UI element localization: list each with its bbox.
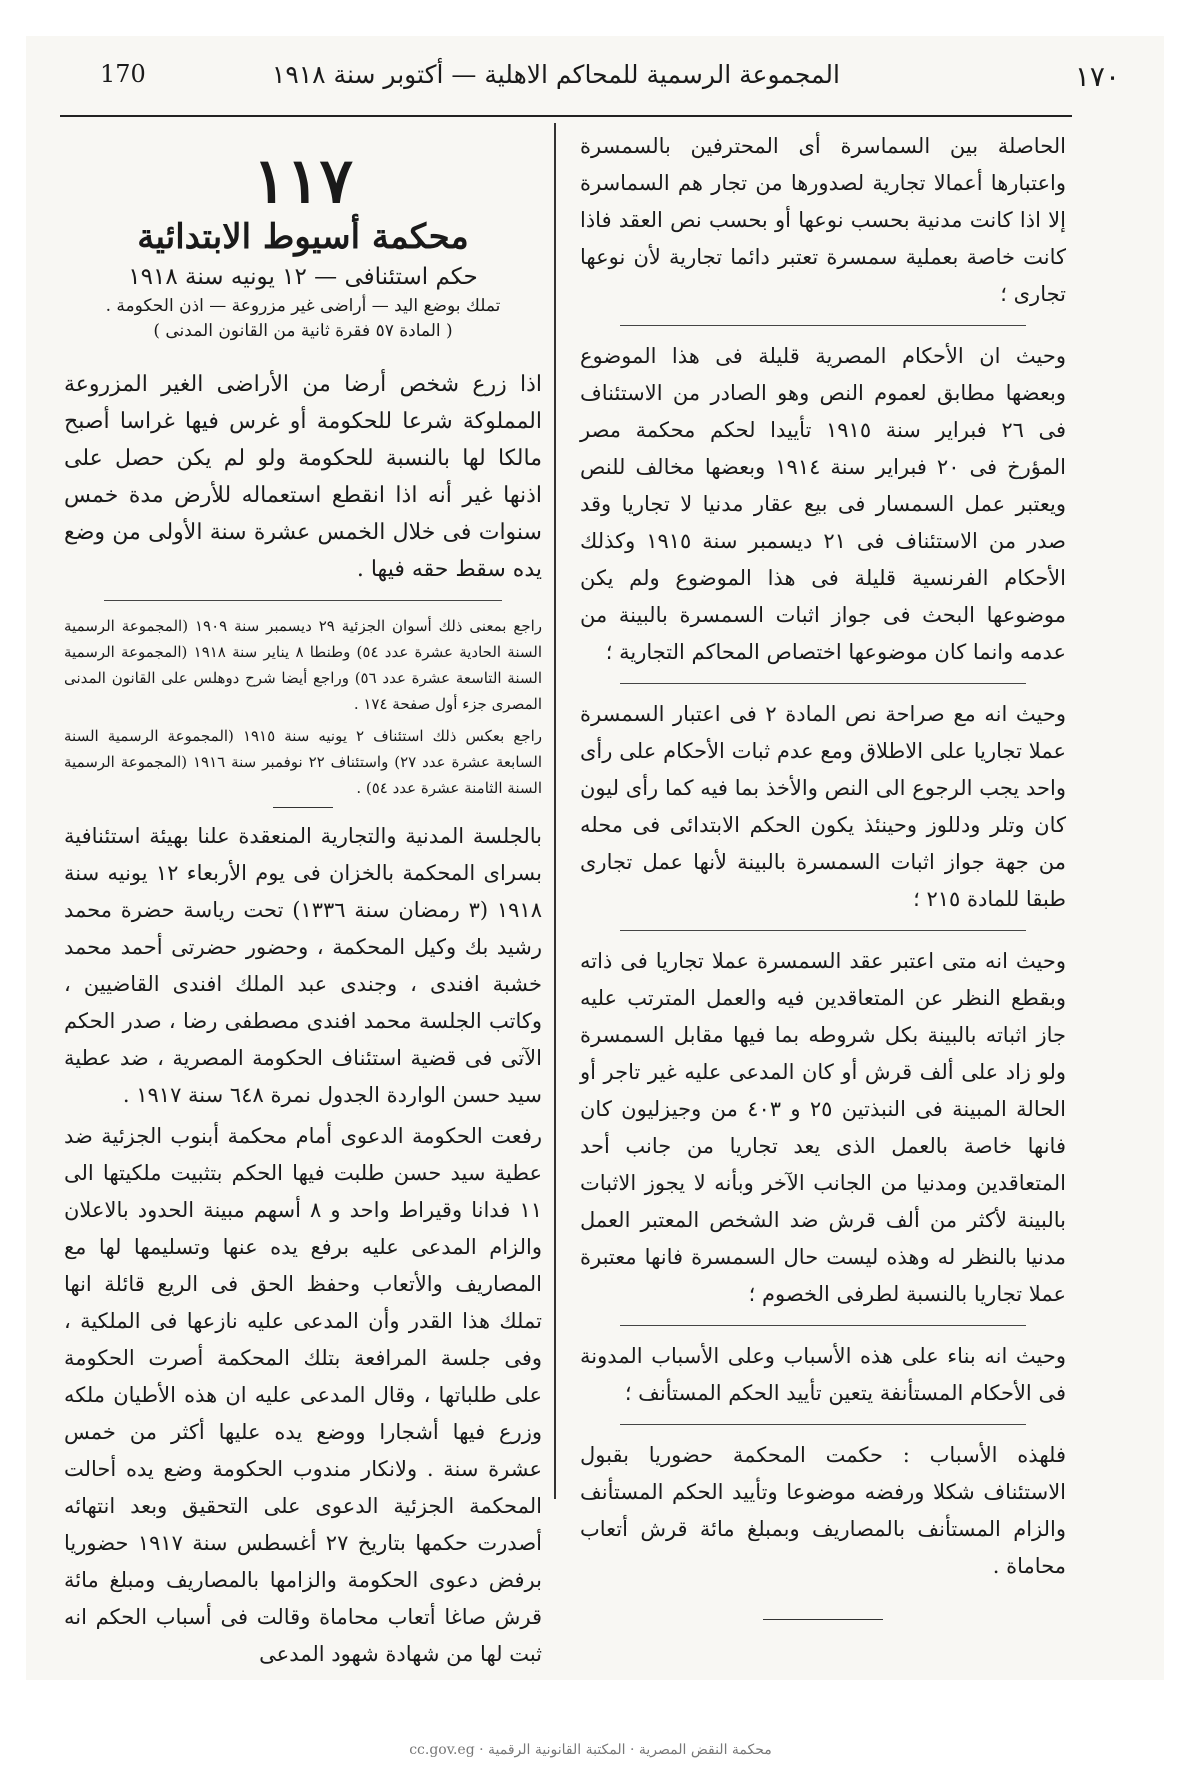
- right-paragraph: وحيث انه مع صراحة نص المادة ٢ فى اعتبار السمسرة عملا تجاريا على الاطلاق ومع عدم ثبات الأحكام على رأى واحد يجب الرجوع الى النص والأخذ بما فيه كما رأى ليون كان وتلر ودللوز وحينئذ يكون الحكم الابتدائى فى محله من جهة جواز اثبات السمسرة بالبينة لأنها عمل تجارى طبقا للمادة ٢١٥ ؛: [580, 702, 1067, 911]
- column-divider: [554, 123, 556, 1499]
- page-header: [60, 50, 1120, 110]
- right-paragraph: الحاصلة بين السماسرة أى المحترفين بالسمسرة واعتبارها أعمالا تجارية لصدورها من تجار هم السماسرة إلا اذا كانت مدنية بحسب نوعها أو بحسب نص العقد فاذا كانت خاصة بعملية سمسرة تعتبر دائما تجارية لأن نوعها تجارى ؛: [580, 134, 1066, 306]
- body-paragraph: رفعت الحكومة الدعوى أمام محكمة أبنوب الجزئية ضد عطية سيد حسن طلبت فيها الحكم بتثبيت ملكيتها الى ١١ فدانا وقيراط واحد و ٨ أسهم مبينة الحدود بالاعلان والزام المدعى عليه برفع يده عنها وتسليمها لها مع المصاريف والأتعاب وحفظ الحق فى الريع قائلة انها تملك هذا القدر وأن المدعى عليه نازعها فى الملكية ، وفى جلسة المرافعة بتلك المحكمة أصرت الحكومة على طلباتها ، وقال المدعى عليه ان هذه الأطيان ملكه وزرع فيها أشجارا ووضع يده عليها أكثر من خمس عشرة سنة . ولانكار مندوب الحكومة وضع يده أحالت المحكمة الجزئية الدعوى على التحقيق وبعد انتهائه أصدرت حكمها بتاريخ ٢٧ أغسطس سنة ١٩١٧ حضوريا برفض دعوى الحكومة والزامها بالمصاريف ومبلغ مائة قرش صاغا أتعاب محاماة وقالت فى أسباب الحكم انه ثبت لها من شهادة شهود المدعى: [64, 1124, 543, 1666]
- right-paragraph-verdict: فلهذه الأسباب : حكمت المحكمة حضوريا بقبول الاستئناف شكلا ورفضه موضوعا وتأييد الحكم المستأنف والزام المستأنف بالمصاريف وبمبلغ مائة قرش أتعاب محاماة .: [580, 1443, 1066, 1578]
- case-number: ١١٧: [253, 144, 353, 217]
- paragraph-separator: [620, 1424, 1026, 1425]
- page-number-latin: 170: [100, 60, 146, 88]
- keywords: تملك بوضع اليد — أراضى غير مزروعة — اذن الحكومة .: [105, 296, 501, 316]
- body-paragraph: بالجلسة المدنية والتجارية المنعقدة علنا بهيئة استئنافية بسراى المحكمة بالخزان فى يوم الأربعاء ١٢ يونيه سنة ١٩١٨ (٣ رمضان سنة ١٣٣٦) تحت رياسة حضرة محمد رشيد بك وكيل المحكمة ، وحضور حضرتى أحمد محمد خشبة افندى ، وجندى عبد الملك افندى القاضيين ، وكاتب الجلسة محمد افندى مصطفى رضا ، صدر الحكم الآتى فى قضية استئناف الحكومة المصرية ، ضد عطية سيد حسن الواردة الجدول نمرة ٦٤٨ سنة ١٩١٧ .: [64, 824, 542, 1107]
- reference-note: راجع بعكس ذلك استئناف ٢ يونيه سنة ١٩١٥ (المجموعة الرسمية السنة السابعة عشرة عدد ٢٧) واستئناف ٢٢ نوفمبر سنة ١٩١٦ (المجموعة الرسمية السنة الثامنة عشرة عدد ٥٤) .: [64, 727, 543, 797]
- legal-principle: اذا زرع شخص أرضا من الأراضى الغير المزروعة المملوكة شرعا للحكومة أو غرس فيها غراسا أصبح مالكا لها بالنسبة للحكومة ولو لم يكن حصل على اذنها غير أنه اذا انقطع استعماله للأرض مدة خمس سنوات فى خلال الخمس عشرة سنة الأولى من وضع يده سقط حقه فيها .: [64, 372, 542, 582]
- left-column: [64, 144, 543, 1677]
- right-paragraph: وحيث ان الأحكام المصرية قليلة فى هذا الموضوع وبعضها مطابق لعموم النص وهو الصادر من الاستئناف فى ٢٦ فبراير سنة ١٩١٥ تأييدا لحكم محكمة مصر المؤرخ فى ٢٠ فبراير سنة ١٩١٤ وبعضها مخالف للنص ويعتبر عمل السمسار فى بيع عقار مدنيا لا تجاريا وقد صدر من الاستئناف فى ٢١ ديسمبر سنة ١٩١٥ وكذلك الأحكام الفرنسية قليلة فى هذا الموضوع ولم يكن موضوعها البحث فى جواز اثبات السمسرة بالبينة من عدمه وانما كان موضوعها اختصاص المحاكم التجارية ؛: [580, 344, 1067, 664]
- court-name: محكمة أسيوط الابتدائية: [137, 217, 469, 257]
- right-paragraph: وحيث انه بناء على هذه الأسباب وعلى الأسباب المدونة فى الأحكام المستأنفة يتعين تأييد الحكم المستأنف ؛: [580, 1344, 1066, 1405]
- page-number-arabic: ١٧٠: [1074, 60, 1120, 93]
- running-title: المجموعة الرسمية للمحاكم الاهلية — أكتوبر سنة ١٩١٨: [271, 60, 840, 89]
- judgment-date: حكم استئنافى — ١٢ يونيه سنة ١٩١٨: [128, 264, 478, 290]
- article-reference: ( المادة ٥٧ فقرة ثانية من القانون المدنى ): [153, 321, 453, 341]
- principle-separator: [104, 600, 502, 601]
- reference-note: راجع بمعنى ذلك أسوان الجزئية ٢٩ ديسمبر سنة ١٩٠٩ (المجموعة الرسمية السنة الحادية عشرة عدد ٥٤) وطنطا ٨ يناير سنة ١٩١٨ (المجموعة الرسمية السنة التاسعة عشرة عدد ٥٦) وراجع أيضا شرح دوهلس على القانون المدنى المصرى جزء أول صفحة ١٧٤ .: [64, 617, 543, 713]
- end-rule: [763, 1619, 883, 1620]
- header-rule: [60, 115, 1072, 117]
- right-column: [580, 128, 1066, 1620]
- short-rule: [273, 807, 333, 808]
- paragraph-separator: [620, 325, 1026, 326]
- paragraph-separator: [620, 1325, 1026, 1326]
- page-footer: cc.gov.eg · محكمة النقض المصرية · المكتبة القانونية الرقمية: [409, 1742, 772, 1758]
- right-paragraph: وحيث انه متى اعتبر عقد السمسرة عملا تجاريا فى ذاته وبقطع النظر عن المتعاقدين فيه والعمل المترتب عليه جاز اثباته بالبينة بكل شروطه بما فيها مقابل السمسرة ولو زاد على ألف قرش أو كان المدعى عليه غير تاجر أو الحالة المبينة فى النبذتين ٢٥ و ٤٠٣ من وجيزليون كان فانها خاصة بالعمل الذى يعد تجاريا من جانب أحد المتعاقدين ومدنيا من الجانب الآخر وبأنه لا يجوز الاثبات بالبينة لأكثر من ألف قرش ضد الشخص المعتبر العمل مدنيا بالنظر له وهذه ليست حال السمسرة فانها معتبرة عملا تجاريا بالنسبة لطرفى الخصوم ؛: [580, 949, 1067, 1306]
- paragraph-separator: [620, 930, 1026, 931]
- paragraph-separator: [620, 683, 1026, 684]
